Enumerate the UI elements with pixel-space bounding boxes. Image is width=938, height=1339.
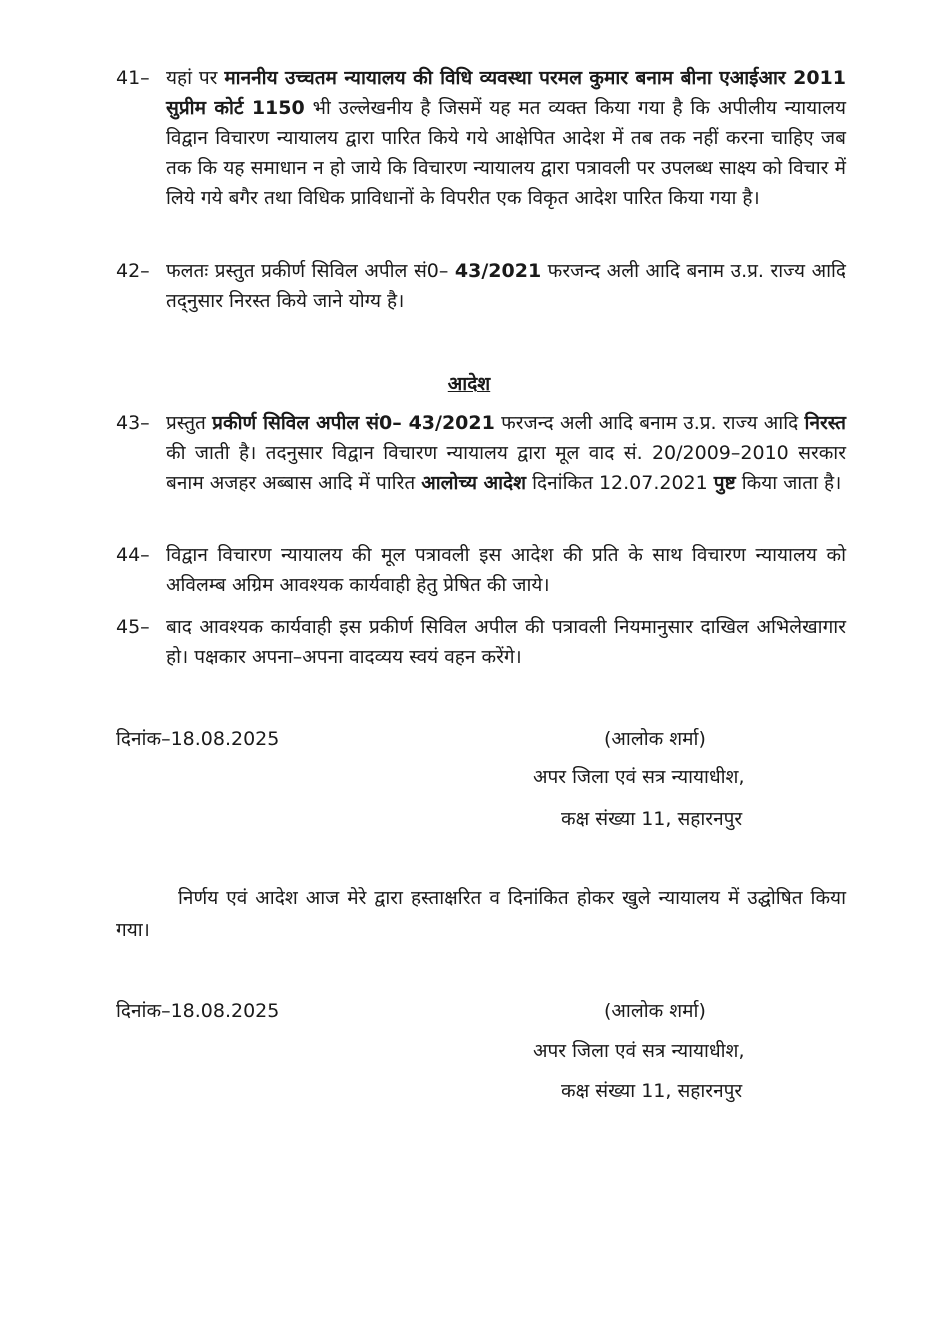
judge-name: (आलोक शर्मा) — [604, 1000, 706, 1022]
paragraph-number: 41– — [116, 67, 150, 89]
text-segment: की जाती है। तदनुसार विद्वान विचारण न्यायालय द्वारा मूल वाद सं. 20/2009–2010 सरकार बनाम अजहर अब्बास आदि में पारित — [166, 442, 846, 494]
judge-designation: अपर जिला एवं सत्र न्यायाधीश, — [533, 766, 745, 788]
paragraph-text — [166, 408, 846, 498]
paragraph-number: 43– — [116, 412, 150, 434]
paragraph-42 — [116, 256, 846, 316]
paragraph-text — [166, 540, 846, 600]
paragraph-text — [166, 612, 846, 672]
text-segment: किया जाता है। — [735, 472, 842, 494]
court-room: कक्ष संख्या 11, सहारनपुर — [561, 808, 743, 830]
paragraph-41 — [116, 63, 846, 213]
text-segment: यहां पर — [166, 67, 225, 89]
judge-name: (आलोक शर्मा) — [604, 728, 706, 750]
paragraph-number: 44– — [116, 544, 150, 566]
signature-date: दिनांक–18.08.2025 — [116, 1000, 280, 1022]
paragraph-44 — [116, 540, 846, 600]
paragraph-text — [166, 256, 846, 316]
pronouncement-statement: निर्णय एवं आदेश आज मेरे द्वारा हस्ताक्षरित व दिनांकित होकर खुले न्यायालय में उद्घोषित किया गया। — [116, 887, 846, 941]
text-segment: बाद आवश्यक कार्यवाही इस प्रकीर्ण सिविल अपील की पत्रावली नियमानुसार दाखिल अभिलेखागार हो। पक्षकार अपना–अपना वादव्यय स्वयं वहन करेंगे। — [166, 616, 846, 668]
bold-text-segment: आलोच्य आदेश — [421, 472, 527, 494]
text-segment: फरजन्द अली आदि बनाम उ.प्र. राज्य आदि तद्नुसार निरस्त किये जाने योग्य है। — [166, 260, 846, 312]
paragraph-43 — [116, 408, 846, 498]
text-segment: फलतः प्रस्तुत प्रकीर्ण सिविल अपील सं0– — [166, 260, 455, 282]
order-heading: आदेश — [447, 373, 491, 395]
paragraph-number: 42– — [116, 260, 150, 282]
text-segment: दिनांकित 12.07.2021 — [526, 472, 714, 494]
bold-text-segment: पुष्ट — [713, 472, 736, 494]
text-segment: फरजन्द अली आदि बनाम उ.प्र. राज्य आदि — [494, 412, 805, 434]
bold-text-segment: माननीय उच्चतम न्यायालय की विधि व्यवस्था परमल कुमार बनाम बीना एआईआर 2011 सुप्रीम कोर्ट 1150 — [166, 67, 846, 119]
text-segment: प्रस्तुत — [166, 412, 213, 434]
judge-designation: अपर जिला एवं सत्र न्यायाधीश, — [533, 1040, 745, 1062]
paragraph-number: 45– — [116, 616, 150, 638]
court-room: कक्ष संख्या 11, सहारनपुर — [561, 1080, 743, 1102]
signature-date: दिनांक–18.08.2025 — [116, 728, 280, 750]
text-segment: भी उल्लेखनीय है जिसमें यह मत व्यक्त किया गया है कि अपीलीय न्यायालय विद्वान विचारण न्यायालय द्वारा पारित किये गये आक्षेपित आदेश में तब तक नहीं करना चाहिए जब तक कि यह समाधान न हो जाये कि विचारण न्यायालय द्वारा पत्रावली पर उपलब्ध साक्ष्य को विचार में लिये गये बगैर तथा विधिक प्राविधानों के विपरीत एक विकृत आदेश पारित किया गया है। — [166, 97, 847, 209]
bold-text-segment: निरस्त — [804, 412, 846, 434]
bold-text-segment: 43/2021 — [454, 260, 542, 282]
paragraph-45 — [116, 612, 846, 672]
text-segment: विद्वान विचारण न्यायालय की मूल पत्रावली इस आदेश की प्रति के साथ विचारण न्यायालय को अविलम्ब अग्रिम आवश्यक कार्यवाही हेतु प्रेषित की जाये। — [166, 544, 846, 596]
bold-text-segment: प्रकीर्ण सिविल अपील सं0– 43/2021 — [212, 412, 495, 434]
paragraph-text — [166, 63, 846, 213]
